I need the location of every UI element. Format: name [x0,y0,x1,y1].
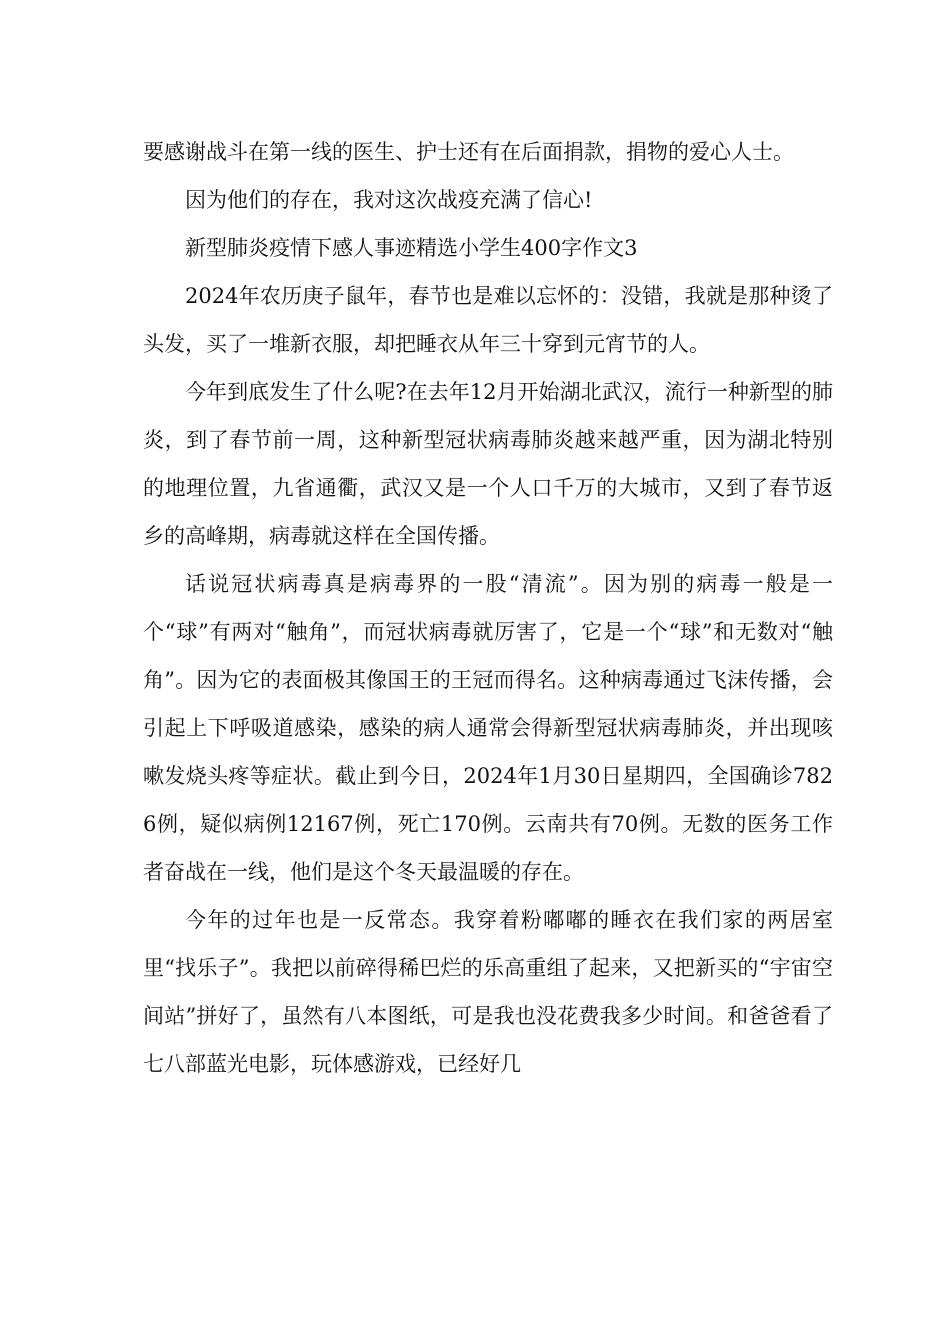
paragraph-outbreak: 今年到底发生了什么呢?在去年12月开始湖北武汉，流行一种新型的肺炎，到了春节前一周，这种新型冠状病毒肺炎越来越严重，因为湖北特别的地理位置，九省通衢，武汉又是一个人口千万的大城市，又到了春节返乡的高峰期，病毒就这样在全国传播。 [143,380,833,548]
paragraph-continuation: 要感谢战斗在第一线的医生、护士还有在后面捐款，捐物的爱心人士。 [143,140,794,164]
paragraph-coronavirus: 话说冠状病毒真是病毒界的一股“清流”。因为别的病毒一般是一个“球”有两对“触角”，而冠状病毒就厉害了，它是一个“球”和无数对“触角”。因为它的表面极其像国王的王冠而得名。这种病毒通过飞沫传播，会引起上下呼吸道感染，感染的病人通常会得新型冠状病毒肺炎，并出现咳嗽发烧头疼等症状。截止到今日，2024年1月30日星期四，全国确诊7826例，疑似病例12167例，死亡170例。云南共有70例。无数的医务工作者奋战在一线，他们是这个冬天最温暖的存在。 [143,572,833,884]
essay-heading: 新型肺炎疫情下感人事迹精选小学生400字作文3 [185,236,638,260]
paragraph-holiday: 今年的过年也是一反常态。我穿着粉嘟嘟的睡衣在我们家的两居室里“找乐子”。我把以前碎得稀巴烂的乐高重组了起来，又把新买的“宇宙空间站”拼好了，虽然有八本图纸，可是我也没花费我多少时间。和爸爸看了七八部蓝光电影，玩体感游戏，已经好几 [143,908,833,1076]
paragraph-confidence: 因为他们的存在，我对这次战疫充满了信心! [185,188,593,212]
document-page [143,128,833,1088]
paragraph-new-year: 2024年农历庚子鼠年，春节也是难以忘怀的：没错，我就是那种烫了头发，买了一堆新衣服，却把睡衣从年三十穿到元宵节的人。 [143,284,833,356]
